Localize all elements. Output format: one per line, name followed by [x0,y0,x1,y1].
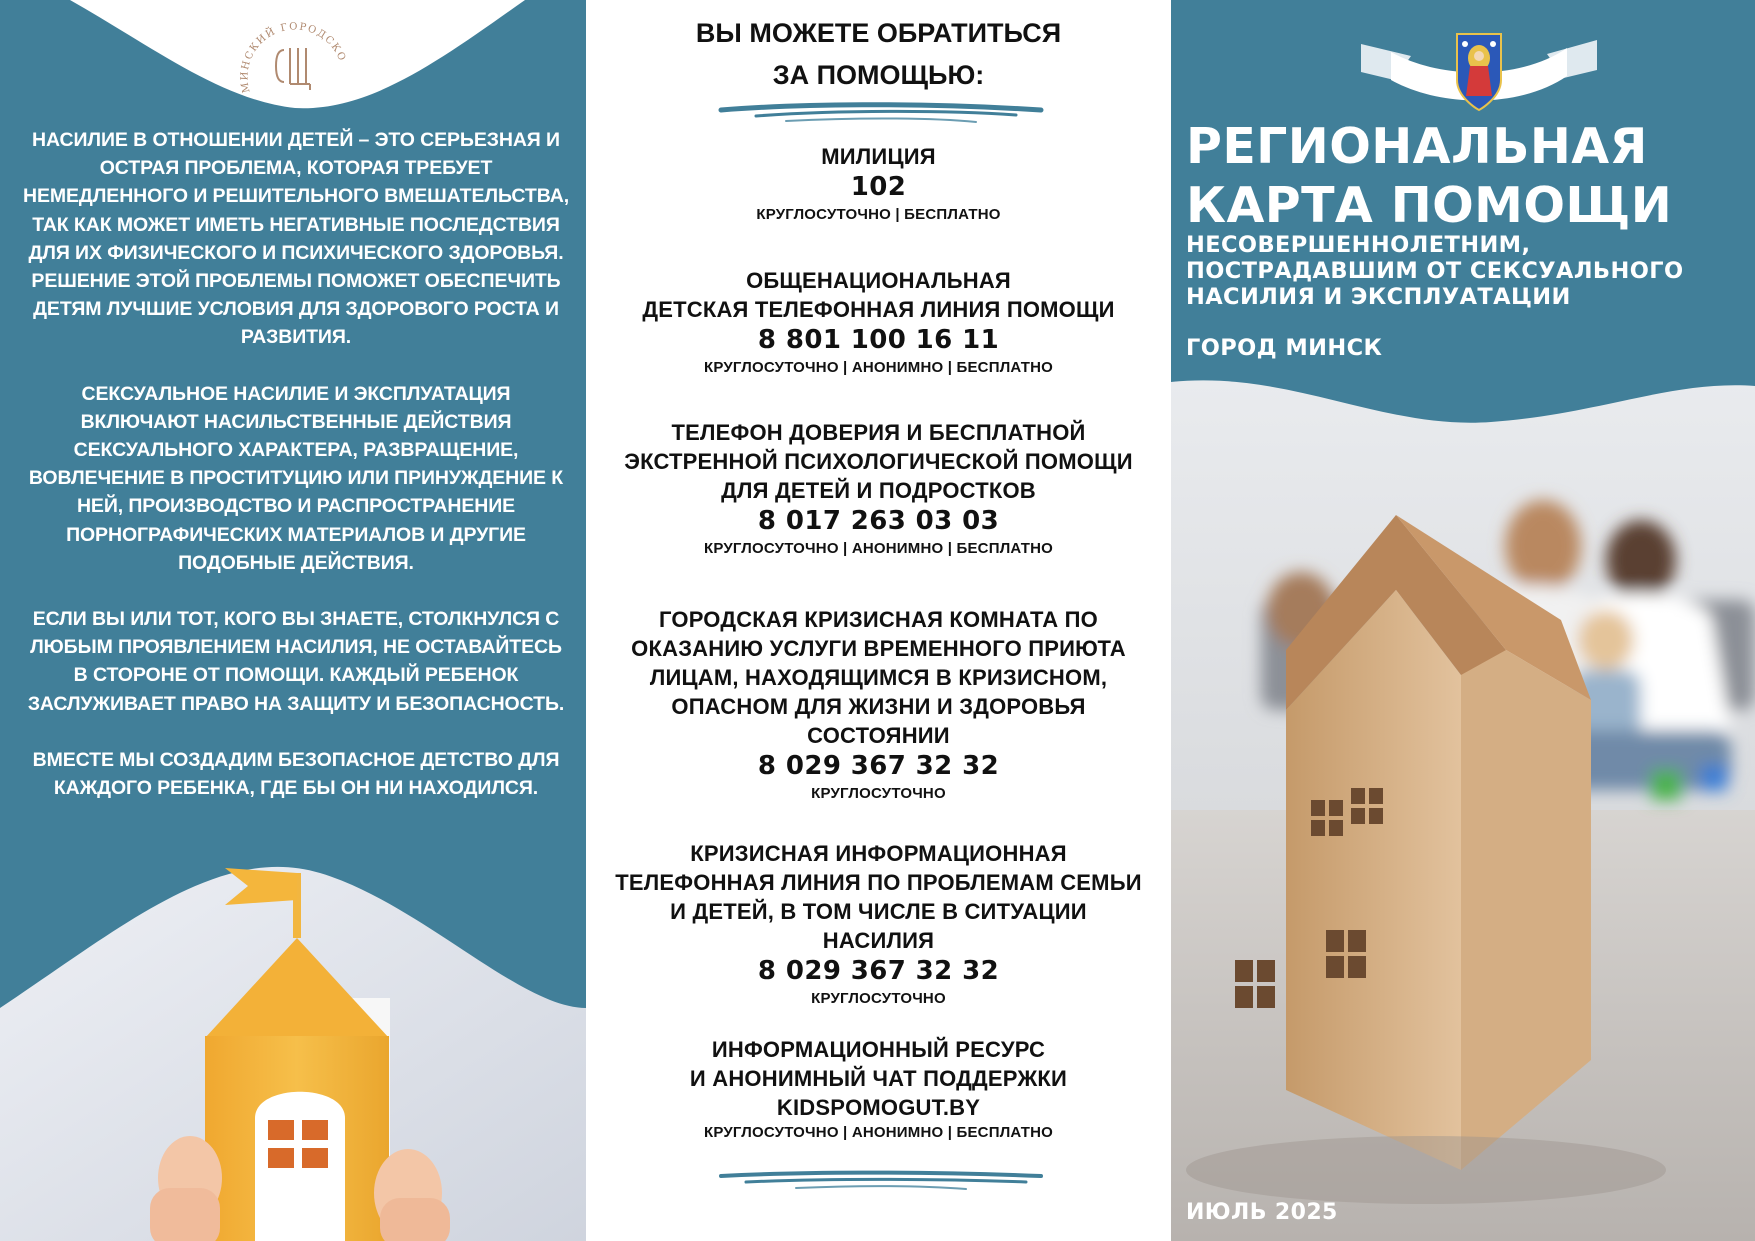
intro-paragraph-2: СЕКСУАЛЬНОЕ НАСИЛИЕ И ЭКСПЛУАТАЦИЯ ВКЛЮЧАЮТ НАСИЛЬСТВЕННЫЕ ДЕЙСТВИЯ СЕКСУАЛЬНОГО ХАРАКТЕРА, РАЗВРАЩЕНИЕ, ВОВЛЕЧЕНИЕ В ПРОСТИТУЦИЮ ИЛИ ПРИНУЖДЕНИЕ К НЕЙ, ПРОИЗВОДСТВО И РАСПРОСТРАНЕНИЕ ПОРНОГРАФИЧЕСКИХ МАТЕРИАЛОВ И ДРУГИЕ ПОДОБНЫЕ ДЕЙСТВИЯ. [28,382,564,574]
contact-title-line: ЭКСТРЕННОЙ ПСИХОЛОГИЧЕСКОЙ ПОМОЩИ [624,449,1133,474]
minsk-city-center-monogram-icon [236,14,354,106]
contact-phone[interactable]: 8 029 367 32 32 [757,751,1000,781]
left-panel [0,0,586,1241]
city-center-logo [236,14,354,106]
contact-phone[interactable]: 8 029 367 32 32 [757,956,1000,986]
svg-text:МИНСКИЙ ГОРОДСКОЙ [236,14,348,94]
contact-crisis-room [586,605,1171,805]
contact-note: КРУГЛОСУТОЧНО [811,990,946,1007]
middle-panel [586,0,1171,1241]
contact-title-line: ОКАЗАНИЮ УСЛУГИ ВРЕМЕННОГО ПРИЮТА [631,636,1126,661]
title-line-2: КАРТА ПОМОЩИ [1186,177,1673,234]
city-label: ГОРОД МИНСК [1186,335,1383,361]
intro-paragraph-4: ВМЕСТЕ МЫ СОЗДАДИМ БЕЗОПАСНОЕ ДЕТСТВО ДЛЯ КАЖДОГО РЕБЕНКА, ГДЕ БЫ ОН НИ НАХОДИЛСЯ. [32,748,560,800]
contact-title-line: КРИЗИСНАЯ ИНФОРМАЦИОННАЯ [690,841,1067,866]
contact-phone[interactable]: 8 801 100 16 11 [757,325,1000,355]
issue-date: ИЮЛЬ 2025 [1186,1200,1338,1225]
intro-paragraph-1: НАСИЛИЕ В ОТНОШЕНИИ ДЕТЕЙ – ЭТО СЕРЬЕЗНАЯ И ОСТРАЯ ПРОБЛЕМА, КОТОРАЯ ТРЕБУЕТ НЕМЕДЛЕННОГО И РЕШИТЕЛЬНОГО ВМЕШАТЕЛЬСТВА, ТАК КАК МОЖЕТ ИМЕТЬ НЕГАТИВНЫЕ ПОСЛЕДСТВИЯ ДЛЯ ИХ ФИЗИЧЕСКОГО И ПСИХИЧЕСКОГО ЗДОРОВЬЯ. РЕШЕНИЕ ЭТОЙ ПРОБЛЕМЫ ПОМОЖЕТ ОБЕСПЕЧИТЬ ДЕТЯМ ЛУЧШИЕ УСЛОВИЯ ДЛЯ ЗДОРОВОГО РОСТА И РАЗВИТИЯ. [22,129,570,349]
contact-trust-phone [586,418,1171,560]
contact-family-crisis-line [586,839,1171,1010]
contact-title-line: СОСТОЯНИИ [807,723,950,748]
subtitle-line: НЕСОВЕРШЕННОЛЕТНИМ, [1186,232,1531,258]
contact-title-line: И АНОНИМНЫЙ ЧАТ ПОДДЕРЖКИ [689,1066,1068,1091]
contact-note: КРУГЛОСУТОЧНО [811,785,946,802]
contact-note: КРУГЛОСУТОЧНО | АНОНИМНО | БЕСПЛАТНО [704,1124,1053,1141]
ribbon-emblem [1361,22,1597,114]
brochure-subtitle [1186,232,1746,310]
contacts-heading [586,12,1171,96]
website-link[interactable]: KIDSPOMOGUT.BY [776,1095,981,1120]
toy-house-photo [0,858,586,1241]
contact-phone[interactable]: 8 017 263 03 03 [757,506,1000,536]
contact-title-line: ТЕЛЕФОННАЯ ЛИНИЯ ПО ПРОБЛЕМАМ СЕМЬИ [615,870,1142,895]
intro-text-block [22,126,570,830]
brush-stroke-bottom [716,1168,1046,1194]
contact-note: КРУГЛОСУТОЧНО | БЕСПЛАТНО [756,206,1001,223]
wooden-house-family-photo [1171,370,1755,1241]
contact-note: КРУГЛОСУТОЧНО | АНОНИМНО | БЕСПЛАТНО [704,540,1053,557]
contact-title-line: МИЛИЦИЯ [821,144,936,169]
brochure-title [1186,117,1746,235]
contact-phone[interactable]: 102 [850,172,907,202]
contact-title-line: НАСИЛИЯ [822,928,935,953]
contact-national-child-helpline [586,266,1171,379]
contact-title-line: ДЕТСКАЯ ТЕЛЕФОННАЯ ЛИНИЯ ПОМОЩИ [642,297,1115,322]
contact-note: КРУГЛОСУТОЧНО | АНОНИМНО | БЕСПЛАТНО [704,359,1053,376]
right-panel [1171,0,1755,1241]
contact-info-resource [586,1035,1171,1144]
contact-title-line: ОПАСНОМ ДЛЯ ЖИЗНИ И ЗДОРОВЬЯ [671,694,1086,719]
contacts-heading-line-2: ЗА ПОМОЩЬЮ: [772,60,985,90]
contact-title-line: ДЛЯ ДЕТЕЙ И ПОДРОСТКОВ [721,478,1036,503]
subtitle-line: ПОСТРАДАВШИМ ОТ СЕКСУАЛЬНОГО [1186,258,1684,284]
contact-title-line: ИНФОРМАЦИОННЫЙ РЕСУРС [711,1037,1046,1062]
contact-title-line: ТЕЛЕФОН ДОВЕРИЯ И БЕСПЛАТНОЙ [671,420,1086,445]
logo-arc-text: МИНСКИЙ ГОРОДСКО [239,21,348,94]
intro-paragraph-3: ЕСЛИ ВЫ ИЛИ ТОТ, КОГО ВЫ ЗНАЕТЕ, СТОЛКНУЛСЯ С ЛЮБЫМ ПРОЯВЛЕНИЕМ НАСИЛИЯ, НЕ ОСТАВАЙТЕСЬ В СТОРОНЕ ОТ ПОМОЩИ. КАЖДЫЙ РЕБЕНОК ЗАСЛУЖИВАЕТ ПРАВО НА ЗАЩИТУ И БЕЗОПАСНОСТЬ. [27,608,565,715]
contact-title-line: ГОРОДСКАЯ КРИЗИСНАЯ КОМНАТА ПО [659,607,1098,632]
contact-title-line: И ДЕТЕЙ, В ТОМ ЧИСЛЕ В СИТУАЦИИ [670,899,1087,924]
contact-police [586,142,1171,226]
brush-stroke-top [716,100,1046,126]
contacts-heading-line-1: ВЫ МОЖЕТЕ ОБРАТИТЬСЯ [695,18,1062,48]
contact-title-line: ОБЩЕНАЦИОНАЛЬНАЯ [746,268,1011,293]
title-line-1: РЕГИОНАЛЬНАЯ [1186,118,1648,175]
contact-title-line: ЛИЦАМ, НАХОДЯЩИМСЯ В КРИЗИСНОМ, [649,665,1108,690]
subtitle-line: НАСИЛИЯ И ЭКСПЛУАТАЦИИ [1186,284,1571,310]
